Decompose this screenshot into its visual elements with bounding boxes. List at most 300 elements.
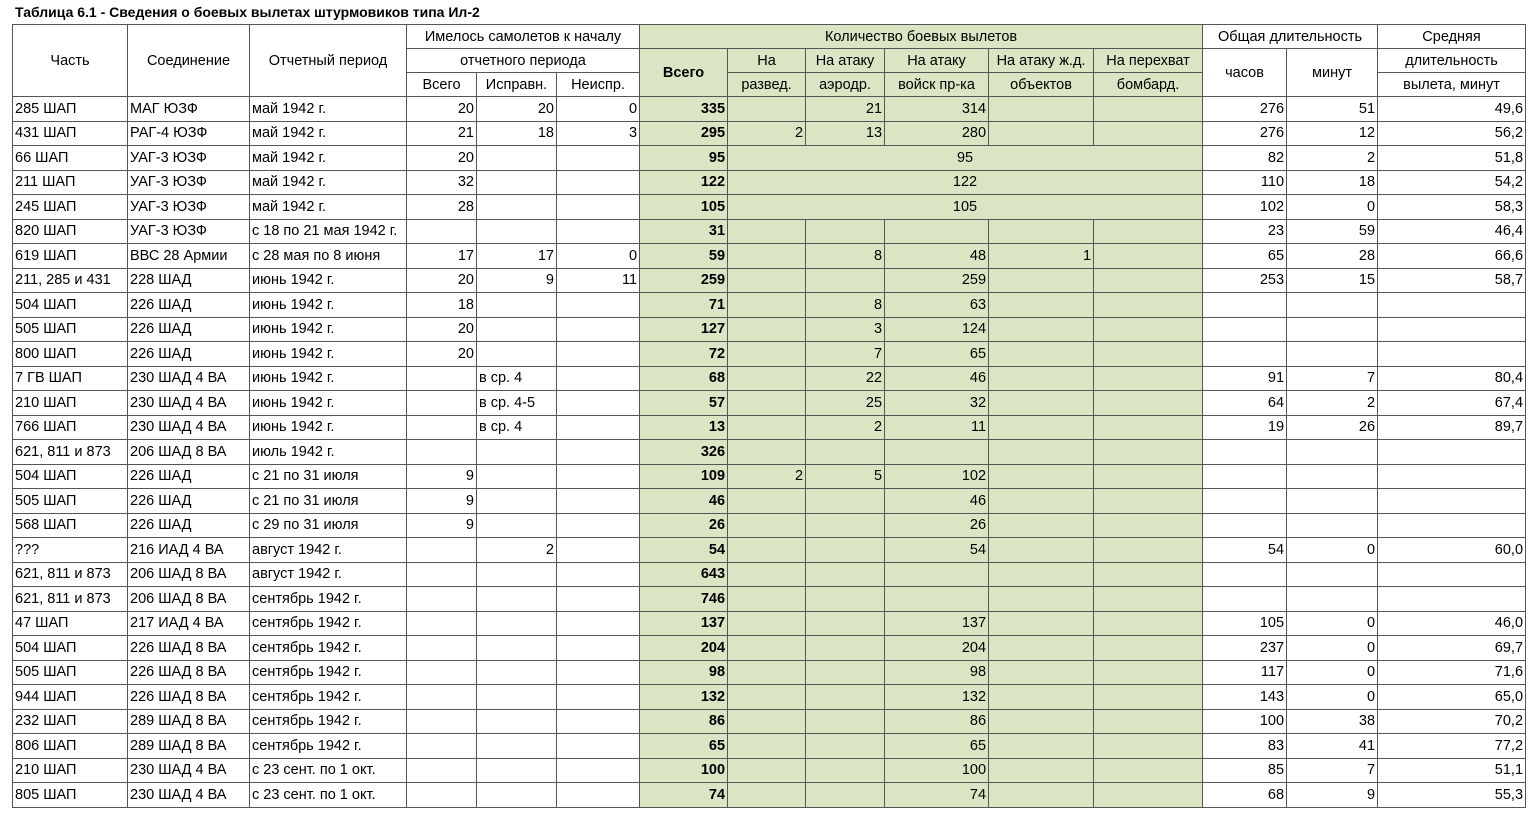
table-row [13, 195, 1526, 220]
cell-airfield [806, 636, 885, 661]
cell-intercept [1094, 342, 1203, 367]
cell-rail [989, 219, 1094, 244]
cell-formation: 216 ИАД 4 ВА [128, 538, 250, 563]
cell-planes-ok [477, 734, 557, 759]
cell-planes-ok: 9 [477, 268, 557, 293]
cell-minutes [1287, 293, 1378, 318]
cell-sorties-total: 57 [640, 391, 728, 416]
cell-unit: 232 ШАП [13, 709, 128, 734]
cell-unit: 505 ШАП [13, 317, 128, 342]
cell-planes-total [407, 440, 477, 465]
cell-hours: 64 [1203, 391, 1287, 416]
cell-recon [728, 317, 806, 342]
cell-unit: 245 ШАП [13, 195, 128, 220]
cell-minutes: 59 [1287, 219, 1378, 244]
cell-intercept [1094, 317, 1203, 342]
cell-unit: 621, 811 и 873 [13, 440, 128, 465]
col-header-airfield-line2: аэродр. [806, 73, 885, 97]
cell-formation: УАГ-3 ЮЗФ [128, 219, 250, 244]
cell-recon [728, 219, 806, 244]
cell-unit: 431 ШАП [13, 121, 128, 146]
cell-sorties-total: 132 [640, 685, 728, 710]
cell-planes-ok [477, 783, 557, 808]
cell-rail [989, 391, 1094, 416]
cell-recon [728, 293, 806, 318]
cell-sorties-total: 72 [640, 342, 728, 367]
cell-troops [885, 440, 989, 465]
table-row [13, 97, 1526, 122]
table-row [13, 170, 1526, 195]
table-row [13, 244, 1526, 269]
table-row [13, 415, 1526, 440]
cell-minutes [1287, 562, 1378, 587]
table-row [13, 513, 1526, 538]
cell-intercept [1094, 734, 1203, 759]
cell-planes-ok: в ср. 4 [477, 366, 557, 391]
cell-minutes: 0 [1287, 636, 1378, 661]
col-header-period: Отчетный период [250, 25, 407, 97]
cell-intercept [1094, 489, 1203, 514]
cell-troops: 11 [885, 415, 989, 440]
cell-rail [989, 783, 1094, 808]
col-header-airfield-line1: На атаку [806, 49, 885, 73]
cell-planes-broken [557, 611, 640, 636]
cell-rail [989, 342, 1094, 367]
cell-hours [1203, 562, 1287, 587]
cell-airfield [806, 709, 885, 734]
col-header-formation: Соединение [128, 25, 250, 97]
cell-hours: 19 [1203, 415, 1287, 440]
cell-troops: 259 [885, 268, 989, 293]
cell-rail [989, 758, 1094, 783]
cell-troops: 46 [885, 366, 989, 391]
cell-period: июнь 1942 г. [250, 415, 407, 440]
table-row [13, 391, 1526, 416]
cell-planes-broken [557, 489, 640, 514]
cell-hours: 143 [1203, 685, 1287, 710]
col-header-rail-line1: На атаку ж.д. [989, 49, 1094, 73]
cell-rail [989, 268, 1094, 293]
cell-recon [728, 538, 806, 563]
cell-minutes: 7 [1287, 758, 1378, 783]
cell-rail [989, 121, 1094, 146]
cell-intercept [1094, 538, 1203, 563]
cell-avg-duration: 56,2 [1378, 121, 1526, 146]
cell-rail [989, 415, 1094, 440]
cell-avg-duration: 46,4 [1378, 219, 1526, 244]
cell-intercept [1094, 97, 1203, 122]
cell-avg-duration: 89,7 [1378, 415, 1526, 440]
cell-airfield [806, 783, 885, 808]
cell-unit: 944 ШАП [13, 685, 128, 710]
cell-recon [728, 783, 806, 808]
cell-planes-total [407, 415, 477, 440]
cell-rail [989, 489, 1094, 514]
cell-troops: 63 [885, 293, 989, 318]
cell-planes-total [407, 219, 477, 244]
cell-unit: 7 ГВ ШАП [13, 366, 128, 391]
cell-rail: 1 [989, 244, 1094, 269]
col-header-minutes: минут [1287, 49, 1378, 97]
cell-airfield: 2 [806, 415, 885, 440]
cell-troops: 86 [885, 709, 989, 734]
cell-airfield: 3 [806, 317, 885, 342]
cell-unit: 766 ШАП [13, 415, 128, 440]
cell-sorties-total: 127 [640, 317, 728, 342]
cell-hours: 54 [1203, 538, 1287, 563]
cell-avg-duration: 67,4 [1378, 391, 1526, 416]
cell-hours: 68 [1203, 783, 1287, 808]
cell-period: с 29 по 31 июля [250, 513, 407, 538]
cell-unit: 619 ШАП [13, 244, 128, 269]
cell-avg-duration: 71,6 [1378, 660, 1526, 685]
cell-minutes: 0 [1287, 660, 1378, 685]
cell-rail [989, 562, 1094, 587]
cell-unit: 806 ШАП [13, 734, 128, 759]
cell-hours: 65 [1203, 244, 1287, 269]
cell-period: с 23 сент. по 1 окт. [250, 758, 407, 783]
cell-hours [1203, 464, 1287, 489]
cell-recon [728, 97, 806, 122]
cell-troops: 26 [885, 513, 989, 538]
cell-formation: 226 ШАД [128, 342, 250, 367]
table-row [13, 758, 1526, 783]
cell-period: июнь 1942 г. [250, 366, 407, 391]
cell-avg-duration: 65,0 [1378, 685, 1526, 710]
cell-intercept [1094, 513, 1203, 538]
cell-planes-ok [477, 464, 557, 489]
cell-airfield: 8 [806, 293, 885, 318]
cell-sorties-total: 74 [640, 783, 728, 808]
cell-minutes [1287, 587, 1378, 612]
cell-period: июнь 1942 г. [250, 391, 407, 416]
cell-avg-duration: 80,4 [1378, 366, 1526, 391]
cell-period: май 1942 г. [250, 170, 407, 195]
cell-troops: 46 [885, 489, 989, 514]
cell-period: с 21 по 31 июля [250, 464, 407, 489]
cell-intercept [1094, 636, 1203, 661]
cell-period: сентябрь 1942 г. [250, 611, 407, 636]
cell-planes-broken [557, 685, 640, 710]
cell-formation: 226 ШАД [128, 513, 250, 538]
cell-recon [728, 244, 806, 269]
cell-troops: 132 [885, 685, 989, 710]
cell-intercept [1094, 660, 1203, 685]
cell-minutes: 0 [1287, 195, 1378, 220]
cell-minutes: 9 [1287, 783, 1378, 808]
cell-planes-total: 9 [407, 489, 477, 514]
table-body [13, 97, 1526, 808]
table-row [13, 342, 1526, 367]
cell-troops: 65 [885, 342, 989, 367]
cell-minutes [1287, 513, 1378, 538]
cell-rail [989, 660, 1094, 685]
cell-planes-total [407, 734, 477, 759]
cell-rail [989, 464, 1094, 489]
table-row [13, 660, 1526, 685]
cell-planes-total: 9 [407, 513, 477, 538]
cell-planes-broken: 3 [557, 121, 640, 146]
cell-avg-duration: 55,3 [1378, 783, 1526, 808]
cell-formation: ВВС 28 Армии [128, 244, 250, 269]
cell-formation: МАГ ЮЗФ [128, 97, 250, 122]
cell-hours: 253 [1203, 268, 1287, 293]
cell-formation: 230 ШАД 4 ВА [128, 415, 250, 440]
cell-planes-ok [477, 636, 557, 661]
table-row [13, 268, 1526, 293]
cell-troops: 48 [885, 244, 989, 269]
cell-formation: 206 ШАД 8 ВА [128, 440, 250, 465]
cell-recon [728, 611, 806, 636]
cell-planes-total [407, 685, 477, 710]
cell-troops [885, 562, 989, 587]
cell-period: с 28 мая по 8 июня [250, 244, 407, 269]
cell-period: август 1942 г. [250, 562, 407, 587]
table-row [13, 317, 1526, 342]
table-row [13, 611, 1526, 636]
cell-rail [989, 440, 1094, 465]
cell-minutes: 38 [1287, 709, 1378, 734]
cell-formation: 230 ШАД 4 ВА [128, 783, 250, 808]
col-header-hours: часов [1203, 49, 1287, 97]
table-row [13, 489, 1526, 514]
cell-sorties-total: 54 [640, 538, 728, 563]
cell-recon [728, 268, 806, 293]
col-header-troops-line2: войск пр-ка [885, 73, 989, 97]
cell-unit: 210 ШАП [13, 758, 128, 783]
cell-formation: УАГ-3 ЮЗФ [128, 170, 250, 195]
cell-unit: 568 ШАП [13, 513, 128, 538]
cell-airfield [806, 758, 885, 783]
cell-recon [728, 562, 806, 587]
cell-planes-broken [557, 195, 640, 220]
cell-period: сентябрь 1942 г. [250, 709, 407, 734]
cell-unit: 47 ШАП [13, 611, 128, 636]
cell-formation: 226 ШАД 8 ВА [128, 685, 250, 710]
cell-avg-duration [1378, 489, 1526, 514]
cell-planes-broken [557, 293, 640, 318]
cell-minutes [1287, 489, 1378, 514]
cell-recon [728, 758, 806, 783]
cell-planes-ok [477, 195, 557, 220]
cell-planes-ok: 2 [477, 538, 557, 563]
cell-airfield: 25 [806, 391, 885, 416]
cell-planes-ok [477, 513, 557, 538]
cell-minutes: 12 [1287, 121, 1378, 146]
cell-airfield: 5 [806, 464, 885, 489]
cell-recon [728, 489, 806, 514]
cell-avg-duration [1378, 317, 1526, 342]
cell-recon [728, 342, 806, 367]
cell-planes-broken: 0 [557, 244, 640, 269]
cell-rail [989, 293, 1094, 318]
cell-planes-total [407, 587, 477, 612]
cell-minutes: 2 [1287, 391, 1378, 416]
cell-unit: 211, 285 и 431 [13, 268, 128, 293]
cell-unit: 504 ШАП [13, 464, 128, 489]
cell-period: с 21 по 31 июля [250, 489, 407, 514]
cell-formation: 228 ШАД [128, 268, 250, 293]
cell-hours: 110 [1203, 170, 1287, 195]
cell-unit: 505 ШАП [13, 489, 128, 514]
cell-minutes: 7 [1287, 366, 1378, 391]
cell-intercept [1094, 440, 1203, 465]
cell-formation: 226 ШАД 8 ВА [128, 660, 250, 685]
cell-unit: 621, 811 и 873 [13, 587, 128, 612]
cell-formation: УАГ-3 ЮЗФ [128, 195, 250, 220]
cell-planes-broken [557, 366, 640, 391]
cell-intercept [1094, 391, 1203, 416]
cell-avg-duration [1378, 342, 1526, 367]
cell-avg-duration: 49,6 [1378, 97, 1526, 122]
cell-planes-broken [557, 391, 640, 416]
cell-planes-total: 20 [407, 342, 477, 367]
cell-sorties-total: 643 [640, 562, 728, 587]
cell-troops: 100 [885, 758, 989, 783]
cell-intercept [1094, 611, 1203, 636]
cell-sorties-merged: 95 [728, 146, 1203, 171]
cell-planes-ok: в ср. 4-5 [477, 391, 557, 416]
cell-avg-duration: 77,2 [1378, 734, 1526, 759]
cell-planes-broken [557, 415, 640, 440]
table-row [13, 636, 1526, 661]
cell-planes-total: 20 [407, 146, 477, 171]
cell-intercept [1094, 121, 1203, 146]
cell-planes-ok: 18 [477, 121, 557, 146]
cell-hours: 100 [1203, 709, 1287, 734]
cell-hours [1203, 440, 1287, 465]
cell-avg-duration: 46,0 [1378, 611, 1526, 636]
cell-formation: 226 ШАД [128, 464, 250, 489]
col-header-intercept-line2: бомбард. [1094, 73, 1203, 97]
cell-airfield [806, 611, 885, 636]
cell-rail [989, 709, 1094, 734]
cell-rail [989, 587, 1094, 612]
cell-airfield [806, 489, 885, 514]
cell-sorties-total: 259 [640, 268, 728, 293]
cell-avg-duration: 69,7 [1378, 636, 1526, 661]
col-header-planes-broken: Неиспр. [557, 73, 640, 97]
table-row [13, 440, 1526, 465]
col-header-planes-ok: Исправн. [477, 73, 557, 97]
cell-planes-total [407, 611, 477, 636]
cell-formation: 217 ИАД 4 ВА [128, 611, 250, 636]
cell-planes-total [407, 391, 477, 416]
cell-avg-duration: 58,3 [1378, 195, 1526, 220]
cell-planes-total [407, 783, 477, 808]
cell-formation: УАГ-3 ЮЗФ [128, 146, 250, 171]
cell-planes-broken: 11 [557, 268, 640, 293]
cell-period: июнь 1942 г. [250, 268, 407, 293]
cell-planes-broken [557, 219, 640, 244]
cell-troops: 314 [885, 97, 989, 122]
cell-troops: 124 [885, 317, 989, 342]
cell-period: июнь 1942 г. [250, 293, 407, 318]
cell-minutes: 2 [1287, 146, 1378, 171]
cell-sorties-total: 122 [640, 170, 728, 195]
cell-sorties-total: 109 [640, 464, 728, 489]
cell-rail [989, 636, 1094, 661]
cell-sorties-total: 326 [640, 440, 728, 465]
cell-formation: 230 ШАД 4 ВА [128, 391, 250, 416]
cell-planes-broken [557, 317, 640, 342]
col-header-troops-line1: На атаку [885, 49, 989, 73]
cell-minutes: 41 [1287, 734, 1378, 759]
cell-troops: 137 [885, 611, 989, 636]
cell-sorties-total: 95 [640, 146, 728, 171]
cell-period: сентябрь 1942 г. [250, 685, 407, 710]
cell-hours [1203, 587, 1287, 612]
cell-rail [989, 513, 1094, 538]
cell-sorties-total: 204 [640, 636, 728, 661]
cell-unit: ??? [13, 538, 128, 563]
cell-avg-duration: 70,2 [1378, 709, 1526, 734]
cell-planes-broken [557, 709, 640, 734]
cell-planes-total: 28 [407, 195, 477, 220]
cell-period: сентябрь 1942 г. [250, 660, 407, 685]
cell-unit: 805 ШАП [13, 783, 128, 808]
cell-minutes: 0 [1287, 685, 1378, 710]
col-header-avg-line1: Средняя [1378, 25, 1526, 49]
cell-period: с 23 сент. по 1 окт. [250, 783, 407, 808]
cell-recon [728, 660, 806, 685]
cell-planes-ok [477, 660, 557, 685]
cell-planes-broken [557, 464, 640, 489]
cell-recon [728, 734, 806, 759]
cell-period: май 1942 г. [250, 97, 407, 122]
cell-minutes [1287, 317, 1378, 342]
cell-planes-ok [477, 317, 557, 342]
table-row [13, 146, 1526, 171]
cell-intercept [1094, 244, 1203, 269]
cell-sorties-total: 65 [640, 734, 728, 759]
table-row [13, 562, 1526, 587]
cell-avg-duration [1378, 562, 1526, 587]
cell-avg-duration [1378, 464, 1526, 489]
cell-avg-duration: 54,2 [1378, 170, 1526, 195]
cell-planes-ok: 17 [477, 244, 557, 269]
cell-minutes: 51 [1287, 97, 1378, 122]
table-row [13, 734, 1526, 759]
col-header-recon-line1: На [728, 49, 806, 73]
cell-formation: 289 ШАД 8 ВА [128, 734, 250, 759]
cell-intercept [1094, 219, 1203, 244]
cell-planes-ok [477, 562, 557, 587]
cell-airfield [806, 538, 885, 563]
cell-sorties-total: 335 [640, 97, 728, 122]
cell-sorties-total: 68 [640, 366, 728, 391]
cell-airfield: 8 [806, 244, 885, 269]
cell-minutes: 0 [1287, 538, 1378, 563]
col-header-recon-line2: развед. [728, 73, 806, 97]
table-row [13, 587, 1526, 612]
cell-planes-ok [477, 146, 557, 171]
cell-airfield [806, 562, 885, 587]
cell-planes-broken [557, 783, 640, 808]
cell-recon [728, 685, 806, 710]
cell-airfield: 13 [806, 121, 885, 146]
cell-planes-ok [477, 219, 557, 244]
cell-formation: 230 ШАД 4 ВА [128, 366, 250, 391]
cell-hours: 82 [1203, 146, 1287, 171]
cell-avg-duration: 60,0 [1378, 538, 1526, 563]
cell-airfield [806, 734, 885, 759]
cell-planes-ok [477, 611, 557, 636]
cell-planes-total: 20 [407, 97, 477, 122]
cell-planes-total [407, 562, 477, 587]
cell-hours: 91 [1203, 366, 1287, 391]
cell-period: сентябрь 1942 г. [250, 636, 407, 661]
